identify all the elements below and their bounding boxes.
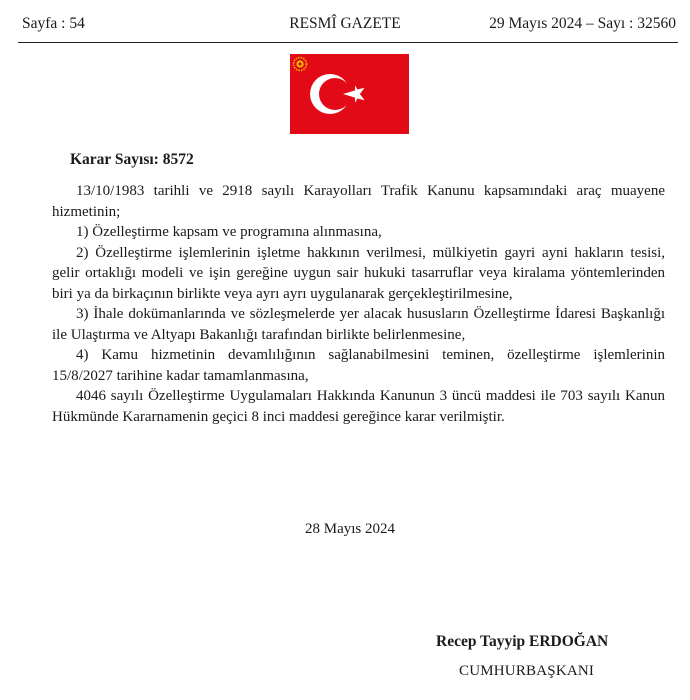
header-rule bbox=[18, 42, 678, 43]
issue-date-number: 29 Mayıs 2024 – Sayı : 32560 bbox=[489, 15, 676, 32]
decision-date: 28 Mayıs 2024 bbox=[305, 521, 395, 537]
article-4: 4) Kamu hizmetinin devamlılığının sağlanabilmesini teminen, özelleştirme işlemlerinin 15/8/2027 tarihine kadar tamamlanmasına, bbox=[52, 347, 665, 384]
gazette-header bbox=[0, 0, 690, 44]
decision-body bbox=[52, 181, 665, 427]
turkish-flag-icon bbox=[290, 54, 409, 134]
publication-name: RESMÎ GAZETE bbox=[289, 15, 401, 32]
article-2: 2) Özelleştirme işlemlerinin işletme hakkının verilmesi, mülkiyetin gayri ayni hakların tesisi, gelir ortaklığı modeli ve işin gereğine uygun sair hukuki tasarruflar veya kiralama yöntemlerinden biri ya da birkaçının birlikte veya ayrı ayrı uygulanarak gerçekleştirilmesine, bbox=[52, 244, 665, 302]
article-1: 1) Özelleştirme kapsam ve programına alınmasına, bbox=[76, 224, 382, 240]
intro-paragraph: 13/10/1983 tarihli ve 2918 sayılı Karayolları Trafik Kanunu kapsamındaki araç muayene hizmetinin; bbox=[52, 183, 665, 220]
signer-surname: ERDOĞAN bbox=[529, 633, 609, 650]
article-3: 3) İhale dokümanlarında ve sözleşmelerde yer alacak hususların Özelleştirme İdaresi Başkanlığı ile Ulaştırma ve Altyapı Bakanlığı tarafından birlikte belirlenmesine, bbox=[52, 306, 665, 343]
page-number: Sayfa : 54 bbox=[22, 15, 85, 32]
decision-number: Karar Sayısı: 8572 bbox=[70, 151, 194, 168]
signer-first-name: Recep Tayyip bbox=[436, 633, 530, 650]
signer-title: CUMHURBAŞKANI bbox=[459, 663, 595, 679]
signer-name bbox=[436, 632, 608, 652]
legal-basis-paragraph: 4046 sayılı Özelleştirme Uygulamaları Hakkında Kanunun 3 üncü maddesi ile 703 sayılı Kanun Hükmünde Kararnamenin geçici 8 inci maddesi gereğince karar verilmiştir. bbox=[52, 388, 665, 425]
